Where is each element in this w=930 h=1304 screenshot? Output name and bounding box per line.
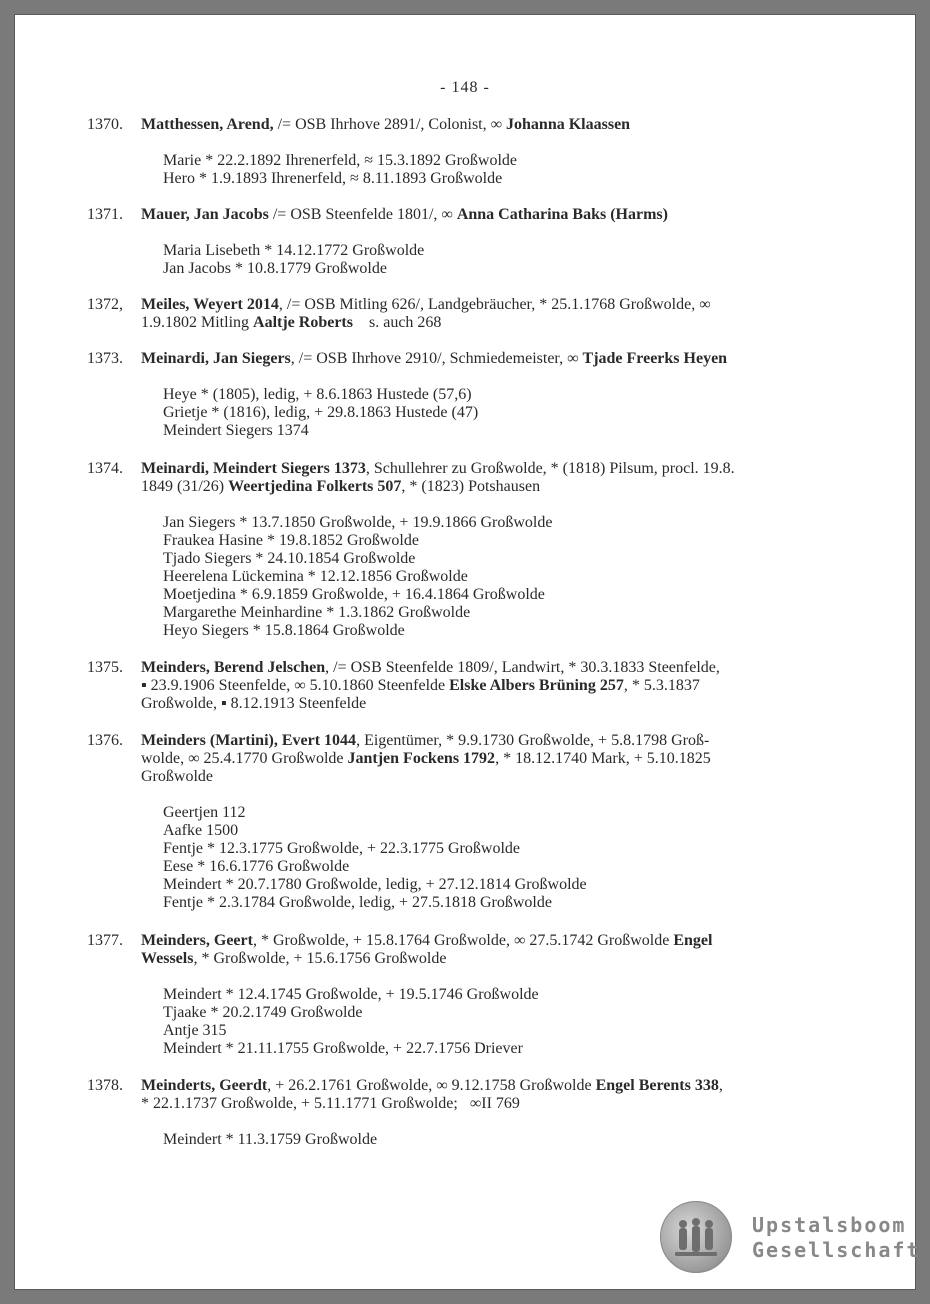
person-name: Mauer, Jan Jacobs bbox=[141, 206, 269, 223]
entry-details: , + 26.2.1761 Großwolde, ∞ 9.12.1758 Großwolde bbox=[267, 1077, 596, 1094]
entry-details: /= OSB Steenfelde 1801/, ∞ bbox=[268, 206, 457, 223]
entry-heading bbox=[141, 659, 857, 677]
children-list bbox=[163, 986, 857, 1058]
entry-details: /= OSB Ihrhove 2891/, Colonist, ∞ bbox=[273, 116, 507, 133]
entry-heading bbox=[141, 296, 857, 314]
entry-heading bbox=[141, 460, 857, 478]
entry-details: 1.9.1802 Mitling bbox=[141, 314, 254, 331]
child-line: Margarethe Meinhardine * 1.3.1862 Großwolde bbox=[163, 604, 471, 621]
cross-reference: s. auch 268 bbox=[352, 314, 442, 331]
children-list bbox=[163, 152, 857, 188]
spouse-name: Anna Catharina Baks (Harms) bbox=[456, 206, 668, 223]
child-line: Moetjedina * 6.9.1859 Großwolde, + 16.4.1864 Großwolde bbox=[163, 586, 545, 603]
entry-number: 1374. bbox=[87, 460, 123, 477]
entry-heading-cont bbox=[141, 750, 857, 768]
entry-details: ▪ 23.9.1906 Steenfelde, ∞ 5.10.1860 Steenfelde bbox=[141, 677, 450, 694]
child-line: Heyo Siegers * 15.8.1864 Großwolde bbox=[163, 622, 405, 639]
entry-details: , * 18.12.1740 Mark, + 5.10.1825 bbox=[495, 750, 711, 767]
entry-1376 bbox=[87, 732, 857, 912]
entry-heading bbox=[141, 932, 857, 950]
children-list bbox=[163, 1131, 857, 1149]
entry-heading bbox=[141, 350, 857, 368]
child-line: Jan Jacobs * 10.8.1779 Großwolde bbox=[163, 260, 387, 277]
entry-number: 1373. bbox=[87, 350, 123, 367]
entry-heading bbox=[141, 732, 857, 750]
entry-1371 bbox=[87, 206, 857, 278]
entry-1378 bbox=[87, 1077, 857, 1149]
entry-1372 bbox=[87, 296, 857, 332]
entry-heading-cont bbox=[141, 677, 857, 695]
child-line: Meindert * 20.7.1780 Großwolde, ledig, + 27.12.1814 Großwolde bbox=[163, 876, 587, 893]
spouse-name: Wessels bbox=[141, 950, 194, 967]
child-line: Fraukea Hasine * 19.8.1852 Großwolde bbox=[163, 532, 419, 549]
seal-icon bbox=[660, 1201, 732, 1273]
children-list bbox=[163, 242, 857, 278]
child-line: Meindert Siegers 1374 bbox=[163, 422, 309, 439]
entry-1373 bbox=[87, 350, 857, 440]
entry-number: 1377. bbox=[87, 932, 123, 949]
entry-details: , * Großwolde, + 15.8.1764 Großwolde, ∞ 27.5.1742 Großwolde bbox=[252, 932, 674, 949]
page-number: - 148 - bbox=[440, 79, 490, 96]
child-line: Tjaake * 20.2.1749 Großwolde bbox=[163, 1004, 363, 1021]
entry-details: , bbox=[718, 1077, 723, 1094]
entry-details: , /= OSB Ihrhove 2910/, Schmiedemeister, ∞ bbox=[290, 350, 583, 367]
child-line: Meindert * 12.4.1745 Großwolde, + 19.5.1746 Großwolde bbox=[163, 986, 539, 1003]
children-list bbox=[163, 386, 857, 440]
person-name: Meinderts, Geerdt bbox=[141, 1077, 268, 1094]
logo-line-2: Gesellschaft bbox=[752, 1238, 921, 1262]
entry-1374 bbox=[87, 460, 857, 640]
entry-heading-cont bbox=[141, 950, 857, 968]
entry-details: 1849 (31/26) bbox=[141, 478, 229, 495]
child-line: Eese * 16.6.1776 Großwolde bbox=[163, 858, 350, 875]
person-name: Meinardi, Jan Siegers bbox=[141, 350, 291, 367]
child-line: Hero * 1.9.1893 Ihrenerfeld, ≈ 8.11.1893 Großwolde bbox=[163, 170, 503, 187]
entry-1370 bbox=[87, 116, 857, 188]
entry-heading-cont bbox=[141, 314, 857, 332]
entry-details: , Eigentümer, * 9.9.1730 Großwolde, + 5.8.1798 Groß- bbox=[356, 732, 710, 749]
entry-heading-cont: Großwolde bbox=[141, 768, 213, 785]
entry-number: 1370. bbox=[87, 116, 123, 133]
spouse-name: Elske Albers Brüning 257 bbox=[449, 677, 624, 694]
child-line: Marie * 22.2.1892 Ihrenerfeld, ≈ 15.3.1892 Großwolde bbox=[163, 152, 518, 169]
children-list bbox=[163, 514, 857, 640]
entry-details: , * 5.3.1837 bbox=[623, 677, 700, 694]
spouse-name: Aaltje Roberts bbox=[253, 314, 353, 331]
person-name: Matthessen, Arend, bbox=[141, 116, 274, 133]
child-line: Heye * (1805), ledig, + 8.6.1863 Hustede (57,6) bbox=[163, 386, 472, 403]
entry-number: 1378. bbox=[87, 1077, 123, 1094]
entry-1377 bbox=[87, 932, 857, 1058]
entry-1375 bbox=[87, 659, 857, 713]
entry-heading-cont bbox=[141, 478, 857, 496]
child-line: Meindert * 21.11.1755 Großwolde, + 22.7.1756 Driever bbox=[163, 1040, 523, 1057]
entry-number: 1376. bbox=[87, 732, 123, 749]
person-name: Meinardi, Meindert Siegers 1373 bbox=[141, 460, 366, 477]
child-line: Fentje * 2.3.1784 Großwolde, ledig, + 27.5.1818 Großwolde bbox=[163, 894, 552, 911]
child-line: Geertjen 112 bbox=[163, 804, 246, 821]
child-line: Fentje * 12.3.1775 Großwolde, + 22.3.1775 Großwolde bbox=[163, 840, 520, 857]
person-name: Meinders, Geert bbox=[141, 932, 253, 949]
spouse-name: Jantjen Fockens 1792 bbox=[347, 750, 496, 767]
spouse-name: Tjade Freerks Heyen bbox=[582, 350, 728, 367]
entry-details: , * (1823) Potshausen bbox=[401, 478, 541, 495]
entry-heading bbox=[141, 1077, 857, 1095]
child-line: Tjado Siegers * 24.10.1854 Großwolde bbox=[163, 550, 416, 567]
society-logo bbox=[660, 1201, 921, 1273]
entry-number: 1372, bbox=[87, 296, 123, 313]
entry-number: 1371. bbox=[87, 206, 123, 223]
entry-heading-cont: Großwolde, ▪ 8.12.1913 Steenfelde bbox=[141, 695, 367, 712]
child-line: Antje 315 bbox=[163, 1022, 227, 1039]
entry-heading-cont: * 22.1.1737 Großwolde, + 5.11.1771 Großwolde; ∞II 769 bbox=[141, 1095, 520, 1112]
child-line: Heerelena Lückemina * 12.12.1856 Großwolde bbox=[163, 568, 468, 585]
spouse-name: Engel Berents 338 bbox=[595, 1077, 719, 1094]
entry-number: 1375. bbox=[87, 659, 123, 676]
person-name: Meiles, Weyert 2014 bbox=[141, 296, 279, 313]
child-line: Jan Siegers * 13.7.1850 Großwolde, + 19.9.1866 Großwolde bbox=[163, 514, 553, 531]
person-name: Meinders, Berend Jelschen bbox=[141, 659, 326, 676]
spouse-name: Weertjedina Folkerts 507 bbox=[228, 478, 402, 495]
entry-heading bbox=[141, 206, 857, 224]
entry-details: , /= OSB Steenfelde 1809/, Landwirt, * 30.3.1833 Steenfelde, bbox=[325, 659, 720, 676]
entry-details: , Schullehrer zu Großwolde, * (1818) Pilsum, procl. 19.8. bbox=[365, 460, 735, 477]
child-line: Aafke 1500 bbox=[163, 822, 239, 839]
person-name: Meinders (Martini), Evert 1044 bbox=[141, 732, 357, 749]
entry-details: , /= OSB Mitling 626/, Landgebräucher, * 25.1.1768 Großwolde, ∞ bbox=[278, 296, 711, 313]
logo-text bbox=[752, 1213, 921, 1263]
entry-heading bbox=[141, 116, 857, 134]
children-list bbox=[163, 804, 857, 912]
child-line: Meindert * 11.3.1759 Großwolde bbox=[163, 1131, 378, 1148]
entry-details: , * Großwolde, + 15.6.1756 Großwolde bbox=[193, 950, 447, 967]
spouse-name: Engel bbox=[673, 932, 713, 949]
logo-line-1: Upstalsboom bbox=[752, 1213, 907, 1237]
child-line: Grietje * (1816), ledig, + 29.8.1863 Hustede (47) bbox=[163, 404, 479, 421]
child-line: Maria Lisebeth * 14.12.1772 Großwolde bbox=[163, 242, 425, 259]
spouse-name: Johanna Klaassen bbox=[506, 116, 631, 133]
entry-details: wolde, ∞ 25.4.1770 Großwolde bbox=[141, 750, 348, 767]
seal-figures-icon bbox=[673, 1216, 719, 1258]
